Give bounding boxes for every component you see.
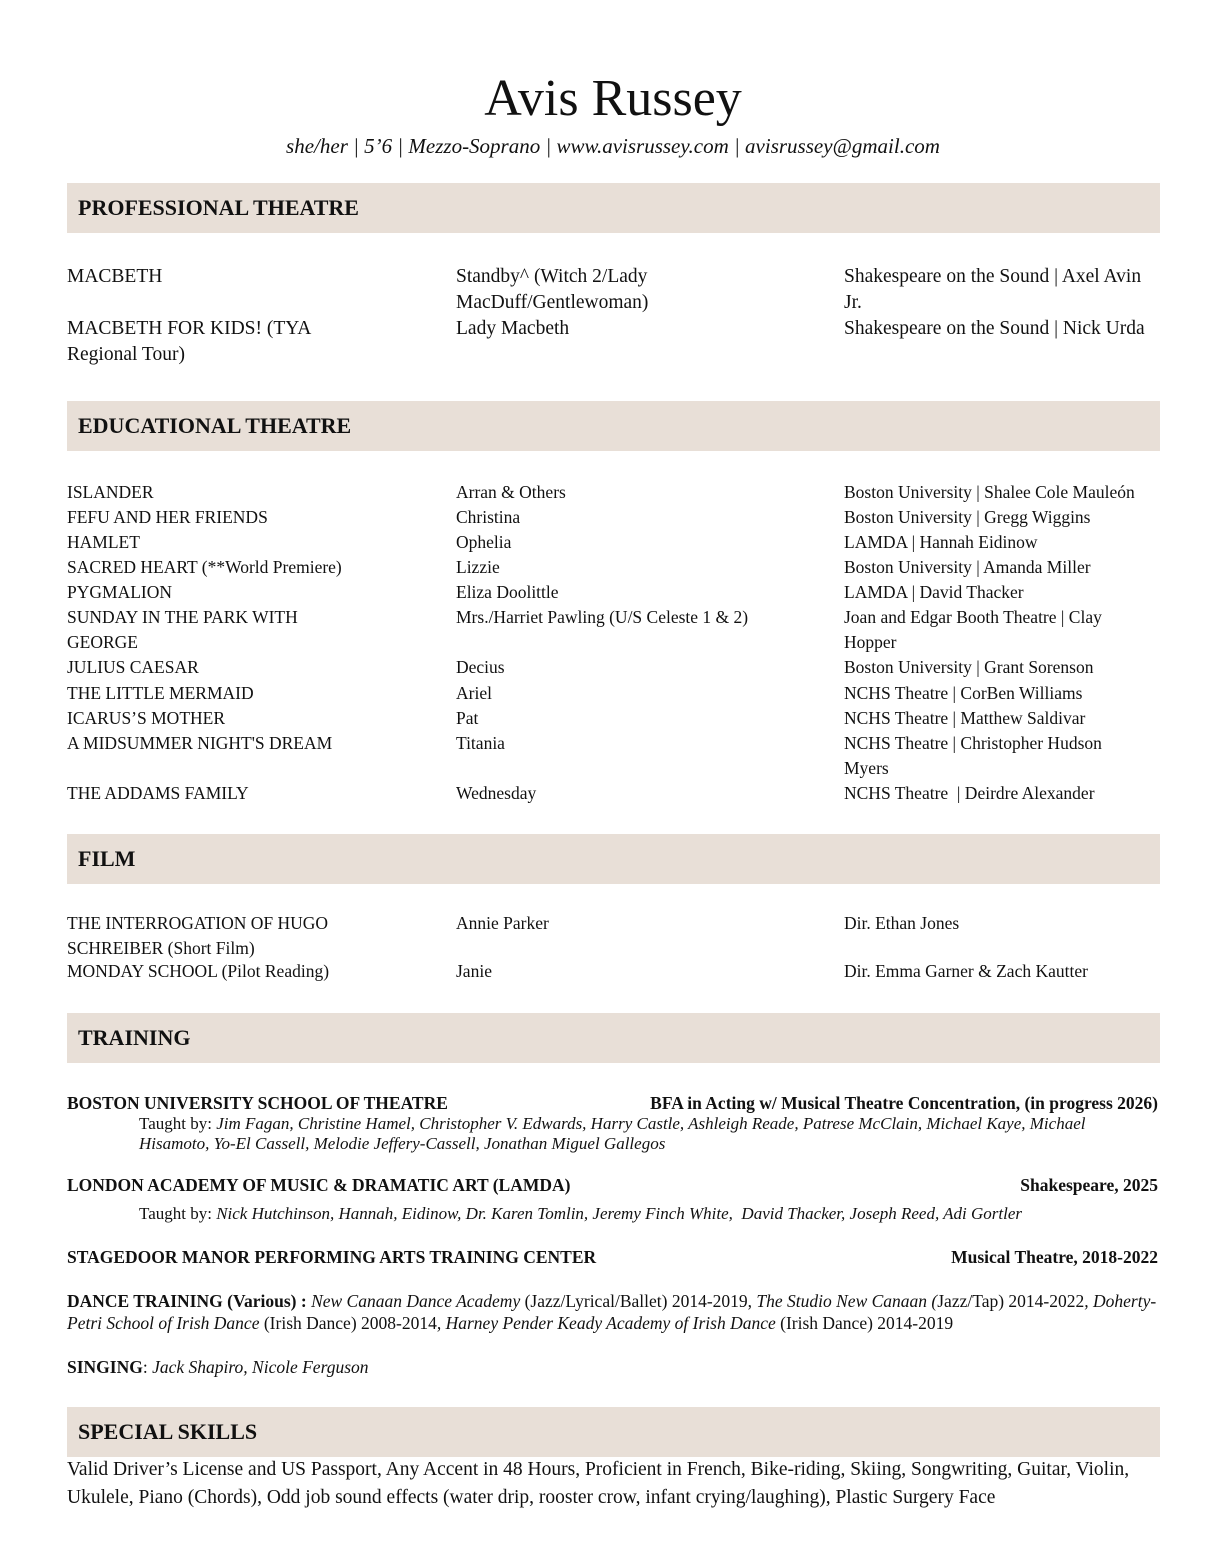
- section-educational-theatre: EDUCATIONAL THEATRE: [67, 401, 1160, 451]
- credit-role: Pat: [456, 708, 479, 728]
- section-film: FILM: [67, 834, 1160, 884]
- school-name: BOSTON UNIVERSITY SCHOOL OF THEATRE: [67, 1093, 448, 1113]
- dance-training: [67, 1290, 1158, 1334]
- resume-name: Avis Russey: [484, 70, 742, 127]
- credit-role: Lady Macbeth: [456, 318, 570, 339]
- taught-by-label: Taught by:: [139, 1204, 217, 1223]
- singing-label: SINGING: [67, 1357, 143, 1377]
- credit-title: FEFU AND HER FRIENDS: [67, 507, 268, 527]
- credit-title: SUNDAY IN THE PARK WITH GEORGE: [67, 607, 298, 652]
- credit-role: Janie: [456, 961, 492, 981]
- training-entry-lamda: [67, 1174, 1158, 1196]
- credit-title: ICARUS’S MOTHER: [67, 708, 226, 728]
- program-name: BFA in Acting w/ Musical Theatre Concentration, (in progress 2026): [650, 1093, 1158, 1113]
- credit-title: PYGMALION: [67, 582, 172, 602]
- teacher-names: Jim Fagan, Christine Hamel, Christopher V. Edwards, Harry Castle, Ashleigh Reade, Patrese McClain, Michael Kaye, Michael Hisamoto, Yo-El Cassell, Melodie Jeffery-Cassell, Jonathan Miguel Gallegos: [139, 1114, 1086, 1153]
- credit-role: Ariel: [456, 683, 492, 703]
- credit-company: Boston University | Amanda Miller: [844, 557, 1091, 577]
- credit-role: Decius: [456, 657, 505, 677]
- credit-role: Arran & Others: [456, 482, 566, 502]
- dance-school: , Doherty-Petri School of Irish Dance: [67, 1291, 1157, 1333]
- credit-company: Shakespeare on the Sound | Axel Avin Jr.: [844, 266, 1142, 313]
- dance-detail: (Jazz/Lyrical/Ballet) 2014-2019,: [520, 1291, 757, 1311]
- credit-company: LAMDA | David Thacker: [844, 582, 1024, 602]
- credit-title: THE LITTLE MERMAID: [67, 683, 254, 703]
- credit-company: LAMDA | Hannah Eidinow: [844, 532, 1038, 552]
- dance-detail: Jazz/Tap) 2014-2022: [937, 1291, 1085, 1311]
- credit-company: NCHS Theatre | CorBen Williams: [844, 683, 1083, 703]
- credit-company: NCHS Theatre | Deirdre Alexander: [844, 783, 1095, 803]
- dance-school: , Harney Pender Keady Academy of Irish Dance: [436, 1313, 776, 1333]
- special-skills-text: Valid Driver’s License and US Passport, Any Accent in 48 Hours, Proficient in French, Bike-riding, Skiing, Songwriting, Guitar, Violin, Ukulele, Piano (Chords), Odd job sound effects (water drip, rooster crow, infant crying/laughing), Plastic Surgery Face: [67, 1459, 1130, 1508]
- credit-title: A MIDSUMMER NIGHT'S DREAM: [67, 733, 333, 753]
- credit-role: Mrs./Harriet Pawling (U/S Celeste 1 & 2): [456, 607, 749, 627]
- credit-company: Boston University | Gregg Wiggins: [844, 507, 1091, 527]
- program-name: Shakespeare, 2025: [1020, 1175, 1158, 1195]
- taught-by-label: Taught by:: [139, 1114, 217, 1133]
- dance-school: The Studio New Canaan (: [756, 1291, 938, 1311]
- dance-detail: (Irish Dance) 2014-2019: [775, 1313, 954, 1333]
- contact-line: she/her | 5’6 | Mezzo-Soprano | www.avisrussey.com | avisrussey@gmail.com: [286, 134, 940, 158]
- program-name: Musical Theatre, 2018-2022: [951, 1247, 1158, 1267]
- credit-company: Boston University | Grant Sorenson: [844, 657, 1094, 677]
- training-entry-bu: [67, 1092, 1158, 1114]
- credit-role: Standby^ (Witch 2/Lady MacDuff/Gentlewoman): [456, 266, 649, 313]
- credit-role: Wednesday: [456, 783, 537, 803]
- credit-role: Ophelia: [456, 532, 512, 552]
- credit-role: Eliza Doolittle: [456, 582, 559, 602]
- teacher-names: Nick Hutchinson, Hannah, Eidinow, Dr. Karen Tomlin, Jeremy Finch White, David Thacker, Joseph Reed, Adi Gortler: [216, 1204, 1023, 1223]
- school-name: STAGEDOOR MANOR PERFORMING ARTS TRAINING CENTER: [67, 1247, 597, 1267]
- credit-title: MACBETH: [67, 266, 163, 287]
- credit-title: THE INTERROGATION OF HUGO SCHREIBER (Short Film): [67, 913, 329, 958]
- credit-company: NCHS Theatre | Christopher Hudson Myers: [844, 733, 1102, 778]
- credit-title: SACRED HEART (**World Premiere): [67, 557, 342, 577]
- credit-company: Dir. Ethan Jones: [844, 913, 960, 933]
- credit-company: NCHS Theatre | Matthew Saldivar: [844, 708, 1086, 728]
- singing-teachers: Jack Shapiro, Nicole Ferguson: [152, 1357, 369, 1377]
- credit-role: Annie Parker: [456, 913, 549, 933]
- credit-company: Shakespeare on the Sound | Nick Urda: [844, 318, 1145, 339]
- credit-title: MONDAY SCHOOL (Pilot Reading): [67, 961, 330, 981]
- credit-title: THE ADDAMS FAMILY: [67, 783, 249, 803]
- dance-school: New Canaan Dance Academy: [311, 1291, 521, 1311]
- credit-title: MACBETH FOR KIDS! (TYA Regional Tour): [67, 318, 311, 365]
- section-professional-theatre: PROFESSIONAL THEATRE: [67, 183, 1160, 233]
- credit-title: JULIUS CAESAR: [67, 657, 199, 677]
- credit-company: Dir. Emma Garner & Zach Kautter: [844, 961, 1088, 981]
- dance-detail: (Irish Dance) 2008-2014: [259, 1313, 437, 1333]
- credit-title: ISLANDER: [67, 482, 154, 502]
- credit-role: Lizzie: [456, 557, 500, 577]
- section-training: TRAINING: [67, 1013, 1160, 1063]
- teachers-list: [139, 1114, 1159, 1154]
- credit-title: HAMLET: [67, 532, 140, 552]
- singing-separator: :: [142, 1357, 153, 1377]
- credit-role: Christina: [456, 507, 521, 527]
- credit-company: Joan and Edgar Booth Theatre | Clay Hopper: [844, 607, 1102, 652]
- school-name: LONDON ACADEMY OF MUSIC & DRAMATIC ART (LAMDA): [67, 1175, 571, 1195]
- credit-company: Boston University | Shalee Cole Mauleón: [844, 482, 1135, 502]
- dance-label: DANCE TRAINING (Various) :: [67, 1291, 312, 1311]
- teachers-list: [139, 1204, 1159, 1224]
- training-entry-stagedoor: [67, 1246, 1158, 1268]
- singing-training: [67, 1356, 1158, 1378]
- credit-role: Titania: [456, 733, 505, 753]
- section-special-skills: SPECIAL SKILLS: [67, 1407, 1160, 1457]
